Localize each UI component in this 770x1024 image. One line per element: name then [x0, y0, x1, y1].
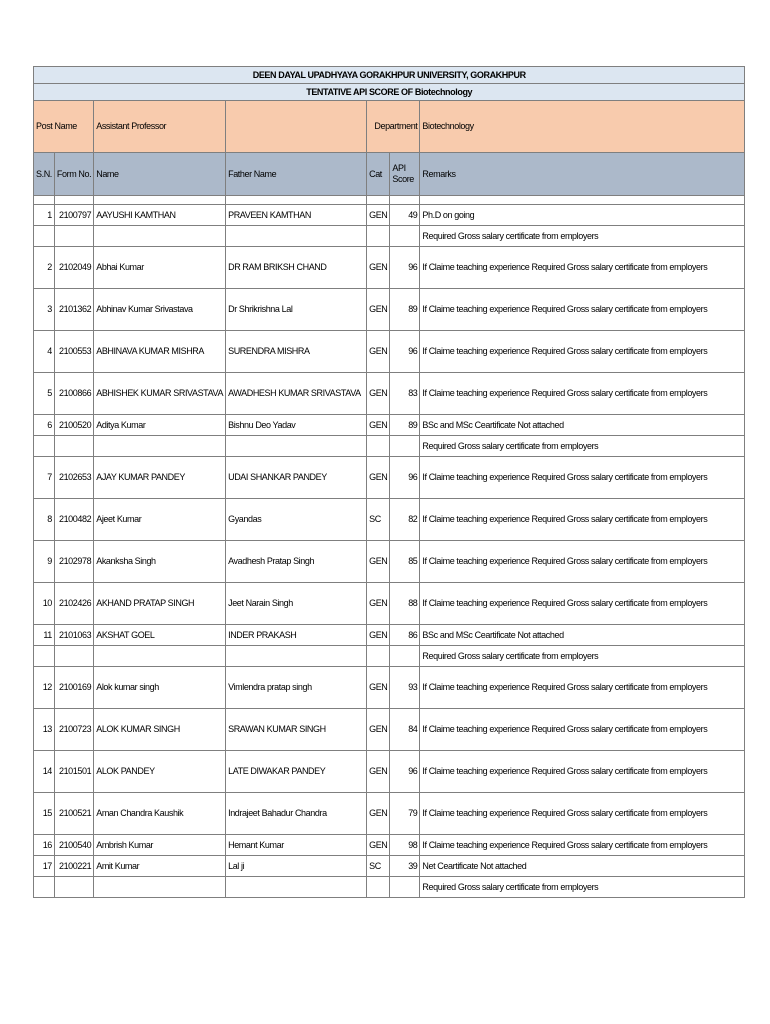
cell-remarks: If Claime teaching experience Required Gross salary certificate from employers — [420, 289, 745, 331]
api-score-sheet — [33, 66, 745, 898]
cell-name: Abhinav Kumar Srivastava — [94, 289, 226, 331]
cell-api-score: 39 — [390, 856, 420, 877]
cell-father-name: Jeet Narain Singh — [226, 583, 367, 625]
cell-form-no: 2101362 — [54, 289, 93, 331]
cell-cat: GEN — [367, 205, 390, 226]
header-form-no: Form No. — [54, 153, 93, 196]
cell-name: AJAY KUMAR PANDEY — [94, 457, 226, 499]
header-api-score — [390, 153, 420, 196]
cell-api-score: 49 — [390, 205, 420, 226]
empty-cell — [390, 226, 420, 247]
cell-form-no: 2100553 — [54, 331, 93, 373]
header-sn: S.N. — [34, 153, 55, 196]
table-row — [34, 667, 745, 709]
title-row — [34, 67, 745, 84]
empty-cell — [390, 646, 420, 667]
cell-remarks: Required Gross salary certificate from employers — [420, 436, 745, 457]
empty-cell — [226, 436, 367, 457]
table-row-continuation — [34, 877, 745, 898]
cell-form-no: 2100169 — [54, 667, 93, 709]
cell-sn: 16 — [34, 835, 55, 856]
cell-sn: 8 — [34, 499, 55, 541]
cell-father-name: INDER PRAKASH — [226, 625, 367, 646]
cell-name: Aman Chandra Kaushik — [94, 793, 226, 835]
cell-api-score: 84 — [390, 709, 420, 751]
cell-cat: GEN — [367, 457, 390, 499]
table-row — [34, 709, 745, 751]
table-row — [34, 856, 745, 877]
cell-father-name: Gyandas — [226, 499, 367, 541]
cell-sn: 11 — [34, 625, 55, 646]
cell-remarks: BSc and MSc Ceartificate Not attached — [420, 625, 745, 646]
cell-remarks: If Claime teaching experience Required Gross salary certificate from employers — [420, 793, 745, 835]
cell-form-no: 2102049 — [54, 247, 93, 289]
post-name-value: Assistant Professor — [94, 101, 226, 153]
department-label: Department — [367, 101, 420, 153]
cell-name: AKHAND PRATAP SINGH — [94, 583, 226, 625]
cell-cat: SC — [367, 856, 390, 877]
cell-sn: 10 — [34, 583, 55, 625]
spacer-row — [34, 196, 745, 205]
cell-father-name: SRAWAN KUMAR SINGH — [226, 709, 367, 751]
cell-father-name: Bishnu Deo Yadav — [226, 415, 367, 436]
empty-cell — [367, 646, 390, 667]
cell-father-name: AWADHESH KUMAR SRIVASTAVA — [226, 373, 367, 415]
cell-sn: 15 — [34, 793, 55, 835]
table-row — [34, 289, 745, 331]
cell-form-no: 2102653 — [54, 457, 93, 499]
cell-cat: GEN — [367, 751, 390, 793]
cell-name: AKSHAT GOEL — [94, 625, 226, 646]
cell-father-name: SURENDRA MISHRA — [226, 331, 367, 373]
empty-cell — [226, 226, 367, 247]
cell-sn: 14 — [34, 751, 55, 793]
cell-api-score: 98 — [390, 835, 420, 856]
table-row — [34, 541, 745, 583]
empty-cell — [367, 877, 390, 898]
cell-name: Ajeet Kumar — [94, 499, 226, 541]
sheet-title: DEEN DAYAL UPADHYAYA GORAKHPUR UNIVERSITY, GORAKHPUR — [34, 67, 745, 84]
cell-remarks: Required Gross salary certificate from employers — [420, 226, 745, 247]
cell-cat: GEN — [367, 667, 390, 709]
cell-father-name: Hemant Kumar — [226, 835, 367, 856]
cell-father-name: Avadhesh Pratap Singh — [226, 541, 367, 583]
cell-remarks: If Claime teaching experience Required Gross salary certificate from employers — [420, 583, 745, 625]
cell-father-name: Vimlendra pratap singh — [226, 667, 367, 709]
cell-remarks: If Claime teaching experience Required Gross salary certificate from employers — [420, 667, 745, 709]
cell-remarks: If Claime teaching experience Required Gross salary certificate from employers — [420, 709, 745, 751]
cell-api-score: 96 — [390, 751, 420, 793]
cell-cat: GEN — [367, 541, 390, 583]
cell-name: Aditya Kumar — [94, 415, 226, 436]
cell-form-no: 2101501 — [54, 751, 93, 793]
cell-name: ABHISHEK KUMAR SRIVASTAVA — [94, 373, 226, 415]
cell-api-score: 96 — [390, 247, 420, 289]
cell-sn: 4 — [34, 331, 55, 373]
empty-cell — [54, 646, 93, 667]
cell-form-no: 2100221 — [54, 856, 93, 877]
cell-cat: GEN — [367, 247, 390, 289]
cell-api-score: 96 — [390, 331, 420, 373]
cell-name: Akanksha Singh — [94, 541, 226, 583]
cell-sn: 9 — [34, 541, 55, 583]
empty-cell — [94, 226, 226, 247]
table-row-continuation — [34, 226, 745, 247]
table-row-continuation — [34, 436, 745, 457]
empty-cell — [34, 646, 55, 667]
cell-form-no: 2101063 — [54, 625, 93, 646]
empty-cell — [390, 877, 420, 898]
subtitle-row — [34, 84, 745, 101]
empty-cell — [34, 436, 55, 457]
cell-api-score: 96 — [390, 457, 420, 499]
cell-remarks: If Claime teaching experience Required Gross salary certificate from employers — [420, 247, 745, 289]
cell-father-name: LATE DIWAKAR PANDEY — [226, 751, 367, 793]
table-row — [34, 457, 745, 499]
cell-sn: 1 — [34, 205, 55, 226]
empty-cell — [226, 646, 367, 667]
table-row — [34, 793, 745, 835]
cell-remarks: If Claime teaching experience Required Gross salary certificate from employers — [420, 373, 745, 415]
cell-remarks: If Claime teaching experience Required Gross salary certificate from employers — [420, 751, 745, 793]
cell-remarks: Net Ceartificate Not attached — [420, 856, 745, 877]
cell-cat: GEN — [367, 793, 390, 835]
empty-cell — [54, 877, 93, 898]
cell-api-score: 89 — [390, 415, 420, 436]
empty-cell — [367, 226, 390, 247]
cell-api-score: 86 — [390, 625, 420, 646]
cell-remarks: Required Gross salary certificate from employers — [420, 877, 745, 898]
empty-cell — [94, 436, 226, 457]
cell-api-score: 79 — [390, 793, 420, 835]
cell-sn: 13 — [34, 709, 55, 751]
table-row — [34, 247, 745, 289]
cell-remarks: Required Gross salary certificate from employers — [420, 646, 745, 667]
cell-cat: GEN — [367, 835, 390, 856]
header-api-line2: Score — [392, 174, 414, 184]
cell-father-name: Indrajeet Bahadur Chandra — [226, 793, 367, 835]
cell-api-score: 85 — [390, 541, 420, 583]
empty-cell — [54, 226, 93, 247]
cell-name: ABHINAVA KUMAR MISHRA — [94, 331, 226, 373]
cell-form-no: 2100866 — [54, 373, 93, 415]
cell-remarks: Ph.D on going — [420, 205, 745, 226]
cell-sn: 12 — [34, 667, 55, 709]
cell-cat: GEN — [367, 331, 390, 373]
post-name-label: Post Name — [34, 101, 94, 153]
cell-name: AAYUSHI KAMTHAN — [94, 205, 226, 226]
cell-sn: 7 — [34, 457, 55, 499]
cell-sn: 17 — [34, 856, 55, 877]
table-row — [34, 583, 745, 625]
empty-cell — [34, 226, 55, 247]
table-row — [34, 415, 745, 436]
cell-form-no: 2102426 — [54, 583, 93, 625]
header-father-name: Father Name — [226, 153, 367, 196]
cell-cat: GEN — [367, 583, 390, 625]
empty-cell — [34, 877, 55, 898]
cell-name: Ambrish Kumar — [94, 835, 226, 856]
cell-form-no: 2102978 — [54, 541, 93, 583]
cell-father-name: UDAI SHANKAR PANDEY — [226, 457, 367, 499]
cell-remarks: If Claime teaching experience Required Gross salary certificate from employers — [420, 499, 745, 541]
cell-remarks: If Claime teaching experience Required Gross salary certificate from employers — [420, 541, 745, 583]
table-row — [34, 331, 745, 373]
cell-api-score: 88 — [390, 583, 420, 625]
table-row-continuation — [34, 646, 745, 667]
cell-cat: GEN — [367, 415, 390, 436]
post-row — [34, 101, 745, 153]
cell-api-score: 83 — [390, 373, 420, 415]
header-remarks: Remarks — [420, 153, 745, 196]
cell-remarks: If Claime teaching experience Required Gross salary certificate from employers — [420, 331, 745, 373]
cell-cat: SC — [367, 499, 390, 541]
sheet-subtitle: TENTATIVE API SCORE OF Biotechnology — [34, 84, 745, 101]
cell-cat: GEN — [367, 373, 390, 415]
table-row — [34, 373, 745, 415]
cell-father-name: Lal ji — [226, 856, 367, 877]
cell-father-name: Dr Shrikrishna Lal — [226, 289, 367, 331]
cell-remarks: If Claime teaching experience Required Gross salary certificate from employers — [420, 835, 745, 856]
cell-father-name: DR RAM BRIKSH CHAND — [226, 247, 367, 289]
cell-cat: GEN — [367, 289, 390, 331]
cell-sn: 5 — [34, 373, 55, 415]
column-header-row — [34, 153, 745, 196]
cell-name: ALOK KUMAR SINGH — [94, 709, 226, 751]
cell-sn: 2 — [34, 247, 55, 289]
cell-remarks: If Claime teaching experience Required Gross salary certificate from employers — [420, 457, 745, 499]
header-name: Name — [94, 153, 226, 196]
header-cat: Cat — [367, 153, 390, 196]
post-row-spacer — [226, 101, 367, 153]
empty-cell — [94, 877, 226, 898]
table-row — [34, 751, 745, 793]
cell-form-no: 2100520 — [54, 415, 93, 436]
cell-name: Alok kumar singh — [94, 667, 226, 709]
cell-form-no: 2100723 — [54, 709, 93, 751]
empty-cell — [226, 877, 367, 898]
table-row — [34, 499, 745, 541]
cell-sn: 6 — [34, 415, 55, 436]
header-api-line1: API — [392, 163, 406, 173]
cell-cat: GEN — [367, 709, 390, 751]
cell-name: ALOK PANDEY — [94, 751, 226, 793]
cell-father-name: PRAVEEN KAMTHAN — [226, 205, 367, 226]
table-row — [34, 835, 745, 856]
cell-form-no: 2100797 — [54, 205, 93, 226]
table-row — [34, 625, 745, 646]
cell-api-score: 89 — [390, 289, 420, 331]
cell-api-score: 93 — [390, 667, 420, 709]
empty-cell — [390, 436, 420, 457]
cell-form-no: 2100540 — [54, 835, 93, 856]
cell-name: Amit Kumar — [94, 856, 226, 877]
cell-remarks: BSc and MSc Ceartificate Not attached — [420, 415, 745, 436]
empty-cell — [54, 436, 93, 457]
cell-sn: 3 — [34, 289, 55, 331]
cell-cat: GEN — [367, 625, 390, 646]
cell-form-no: 2100521 — [54, 793, 93, 835]
cell-name: Abhai Kumar — [94, 247, 226, 289]
cell-api-score: 82 — [390, 499, 420, 541]
cell-form-no: 2100482 — [54, 499, 93, 541]
empty-cell — [94, 646, 226, 667]
department-value: Biotechnology — [420, 101, 745, 153]
table-row — [34, 205, 745, 226]
empty-cell — [367, 436, 390, 457]
